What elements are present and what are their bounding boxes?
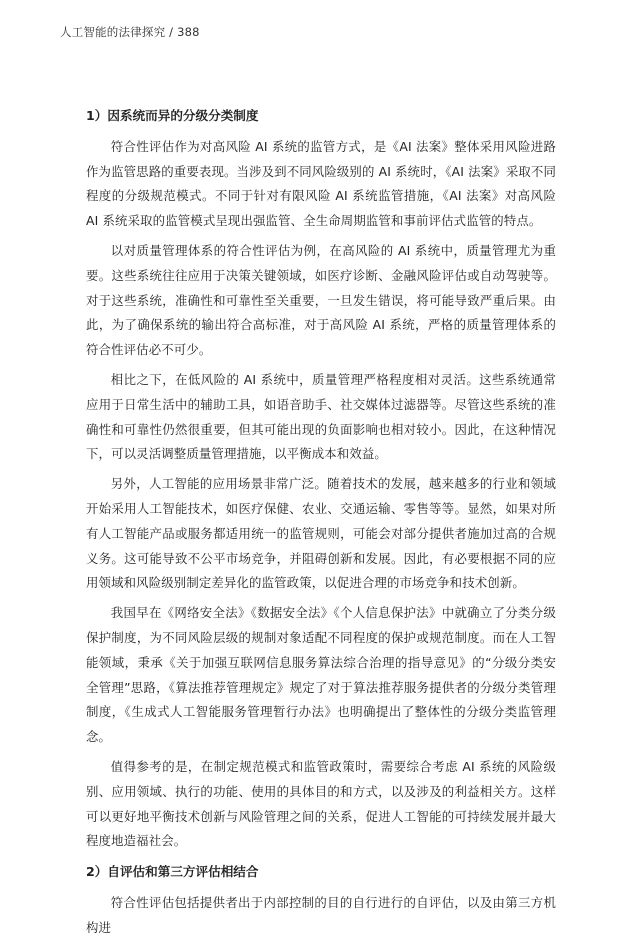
paragraph: 符合性评估作为对高风险 AI 系统的监管方式，是《AI 法案》整体采用风险进路作为监管思路的重要表现。当涉及到不同风险级别的 AI 系统时，《AI 法案》采取不同程度的分级规范模式。不同于针对有限风险 AI 系统监管措施，《AI 法案》对高风险 AI 系统采取的监管模式呈现出强监管、全生命周期监管和事前评估式监管的特点。 xyxy=(86,138,556,229)
paragraph: 以对质量管理体系的符合性评估为例，在高风险的 AI 系统中，质量管理尤为重要。这些系统往往应用于决策关键领域，如医疗诊断、金融风险评估或自动驾驶等。对于这些系统，准确性和可靠性至关重要，一旦发生错误，将可能导致严重后果。由此，为了确保系统的输出符合高标准，对于高风险 AI 系统，严格的质量管理体系的符合性评估必不可少。 xyxy=(86,242,556,358)
page-content xyxy=(86,104,556,946)
section-heading: 2）自评估和第三方评估相结合 xyxy=(86,864,259,880)
paragraph: 值得参考的是，在制定规范模式和监管政策时，需要综合考虑 AI 系统的风险级别、应用领域、执行的功能、使用的具体目的和方式，以及涉及的利益相关方。这样可以更好地平衡技术创新与风险管理之间的关系，促进人工智能的可持续发展并最大程度地造福社会。 xyxy=(86,758,556,849)
paragraph: 符合性评估包括提供者出于内部控制的目的自行进行的自评估，以及由第三方机构进 xyxy=(86,894,556,935)
paragraph: 我国早在《网络安全法》《数据安全法》《个人信息保护法》中就确立了分类分级保护制度，为不同风险层级的规制对象适配不同程度的保护或规范制度。而在人工智能领域，秉承《关于加强互联网信息服务算法综合治理的指导意见》的“分级分类安全管理”思路，《算法推荐管理规定》规定了对于算法推荐服务提供者的分级分类管理制度，《生成式人工智能服务管理暂行办法》也明确提出了整体性的分级分类监管理念。 xyxy=(86,605,556,745)
section-self-and-third-party-assessment xyxy=(86,860,556,940)
running-header: 人工智能的法律探究 / 388 xyxy=(60,25,200,39)
section-risk-classification xyxy=(86,104,556,854)
paragraph: 另外，人工智能的应用场景非常广泛。随着技术的发展，越来越多的行业和领域开始采用人工智能技术，如医疗保健、农业、交通运输、零售等等。显然，如果对所有人工智能产品或服务都适用统一的监管规则，可能会对部分提供者施加过高的合规义务。这可能导致不公平市场竞争，并阻碍创新和发展。因此，有必要根据不同的应用领域和风险级别制定差异化的监管政策，以促进合理的市场竞争和技术创新。 xyxy=(86,476,556,591)
section-heading: 1）因系统而异的分级分类制度 xyxy=(86,108,259,123)
paragraph: 相比之下，在低风险的 AI 系统中，质量管理严格程度相对灵活。这些系统通常应用于日常生活中的辅助工具，如语音助手、社交媒体过滤器等。尽管这些系统的准确性和可靠性仍然很重要，但其可能出现的负面影响也相对较小。因此，在这种情况下，可以灵活调整质量管理措施，以平衡成本和效益。 xyxy=(86,371,556,462)
